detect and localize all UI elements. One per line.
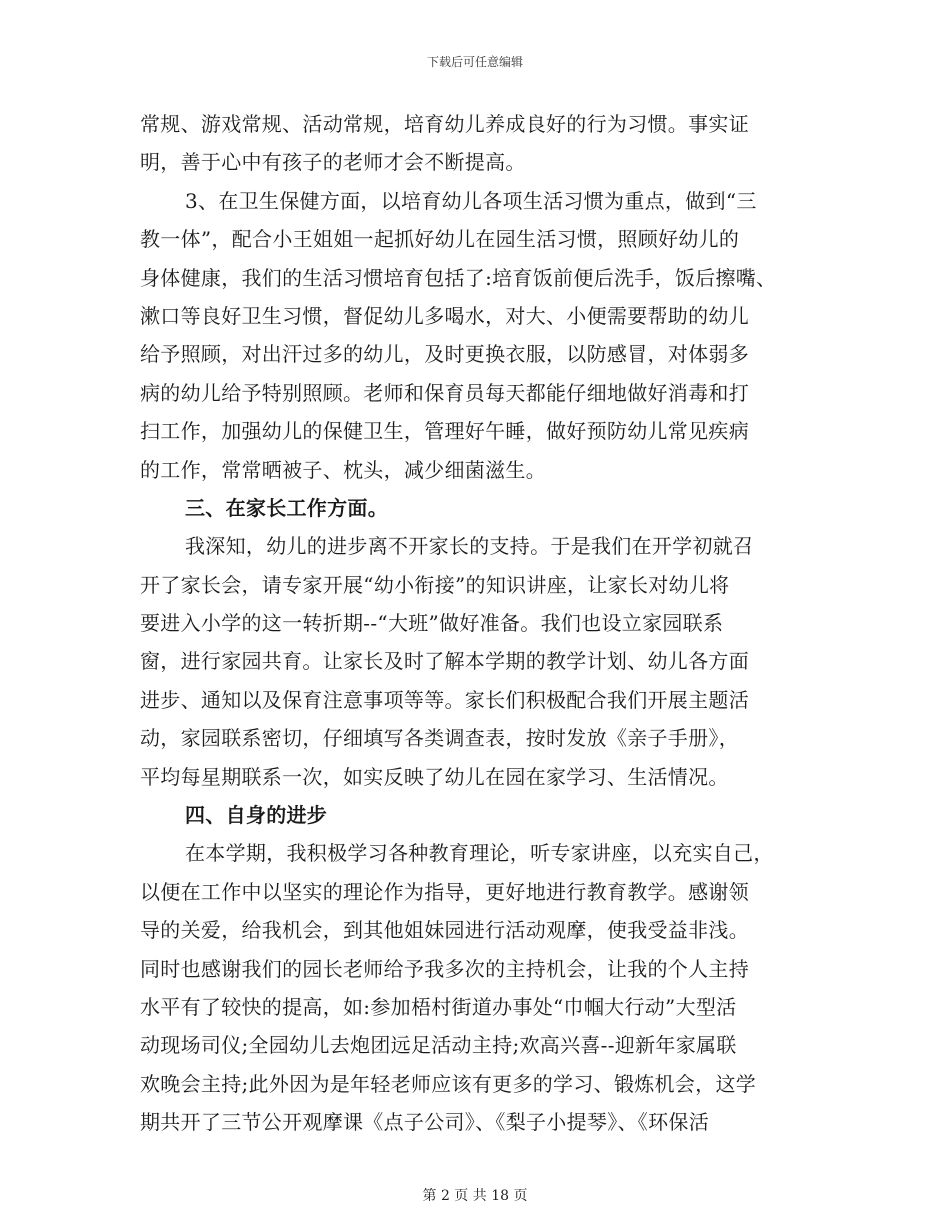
paragraph-line: 开了家长会，请专家开展“幼小衔接”的知识讲座，让家长对幼儿将 bbox=[140, 572, 730, 597]
paragraph-line: 身体健康，我们的生活习惯培育包括了:培育饭前便后洗手，饭后擦嘴、 bbox=[140, 265, 777, 290]
paragraph-line: 扫工作，加强幼儿的保健卫生，管理好午睡，做好预防幼儿常见疾病 bbox=[140, 419, 749, 444]
paragraph-line: 常规、游戏常规、活动常规，培育幼儿养成良好的行为习惯。事实证 bbox=[140, 112, 749, 136]
paragraph-line: 平均每星期联系一次，如实反映了幼儿在园在家学习、生活情况。 bbox=[140, 764, 729, 789]
paragraph-line: 的工作，常常晒被子、枕头，减少细菌滋生。 bbox=[140, 457, 546, 482]
paragraph-line: 水平有了较快的提高，如:参加梧村街道办事处“巾帼大行动”大型活 bbox=[140, 994, 737, 1019]
paragraph-line: 同时也感谢我们的园长老师给予我多次的主持机会，让我的个人主持 bbox=[140, 956, 749, 981]
paragraph-line: 要进入小学的这一转折期--“大班”做好准备。我们也设立家园联系 bbox=[140, 611, 724, 636]
paragraph-line: 窗，进行家园共育。让家长及时了解本学期的教学计划、幼儿各方面 bbox=[140, 649, 749, 674]
page-footer: 第 2 页 共 18 页 bbox=[422, 1188, 528, 1204]
document-body bbox=[140, 105, 820, 1142]
paragraph-line: 导的关爱，给我机会，到其他姐妹园进行活动观摩，使我受益非浅。 bbox=[140, 918, 749, 943]
paragraph-line: 期共开了三节公开观摩课《点子公司》、《梨子小提琴》、《环保活 bbox=[140, 1110, 709, 1135]
section-heading: 三、在家长工作方面。 bbox=[185, 495, 388, 520]
paragraph-line: 在本学期，我积极学习各种教育理论，听专家讲座，以充实自己， bbox=[185, 841, 774, 866]
paragraph-line: 明，善于心中有孩子的老师才会不断提高。 bbox=[140, 150, 526, 175]
paragraph-line: 欢晚会主持;此外因为是年轻老师应该有更多的学习、锻炼机会，这学 bbox=[140, 1071, 757, 1096]
paragraph-line: 教一体”，配合小王姐姐一起抓好幼儿在园生活习惯，照顾好幼儿的 bbox=[140, 227, 740, 252]
paragraph-line: 病的幼儿给予特别照顾。老师和保育员每天都能仔细地做好消毒和打 bbox=[140, 380, 749, 405]
paragraph-line: 给予照顾，对出汗过多的幼儿，及时更换衣服，以防感冒，对体弱多 bbox=[140, 342, 749, 367]
paragraph-line: 动现场司仪;全园幼儿去炮团远足活动主持;欢高兴喜--迎新年家属联 bbox=[140, 1033, 737, 1058]
section-heading: 四、自身的进步 bbox=[185, 803, 328, 828]
paragraph-line: 我深知，幼儿的进步离不开家长的支持。于是我们在开学初就召 bbox=[185, 534, 754, 559]
paragraph-line: 动，家园联系密切，仔细填写各类调查表，按时发放《亲子手册》， bbox=[140, 726, 739, 751]
paragraph-line: 漱口等良好卫生习惯，督促幼儿多喝水，对大、小便需要帮助的幼儿 bbox=[140, 303, 749, 328]
paragraph-line: 以便在工作中以坚实的理论作为指导，更好地进行教育教学。感谢领 bbox=[140, 879, 749, 904]
paragraph-line: 进步、通知以及保育注意事项等等。家长们积极配合我们开展主题活 bbox=[140, 687, 749, 712]
page-header: 下载后可任意编辑 bbox=[426, 55, 523, 69]
paragraph-line: 3、在卫生保健方面，以培育幼儿各项生活习惯为重点，做到“三 bbox=[185, 188, 757, 213]
